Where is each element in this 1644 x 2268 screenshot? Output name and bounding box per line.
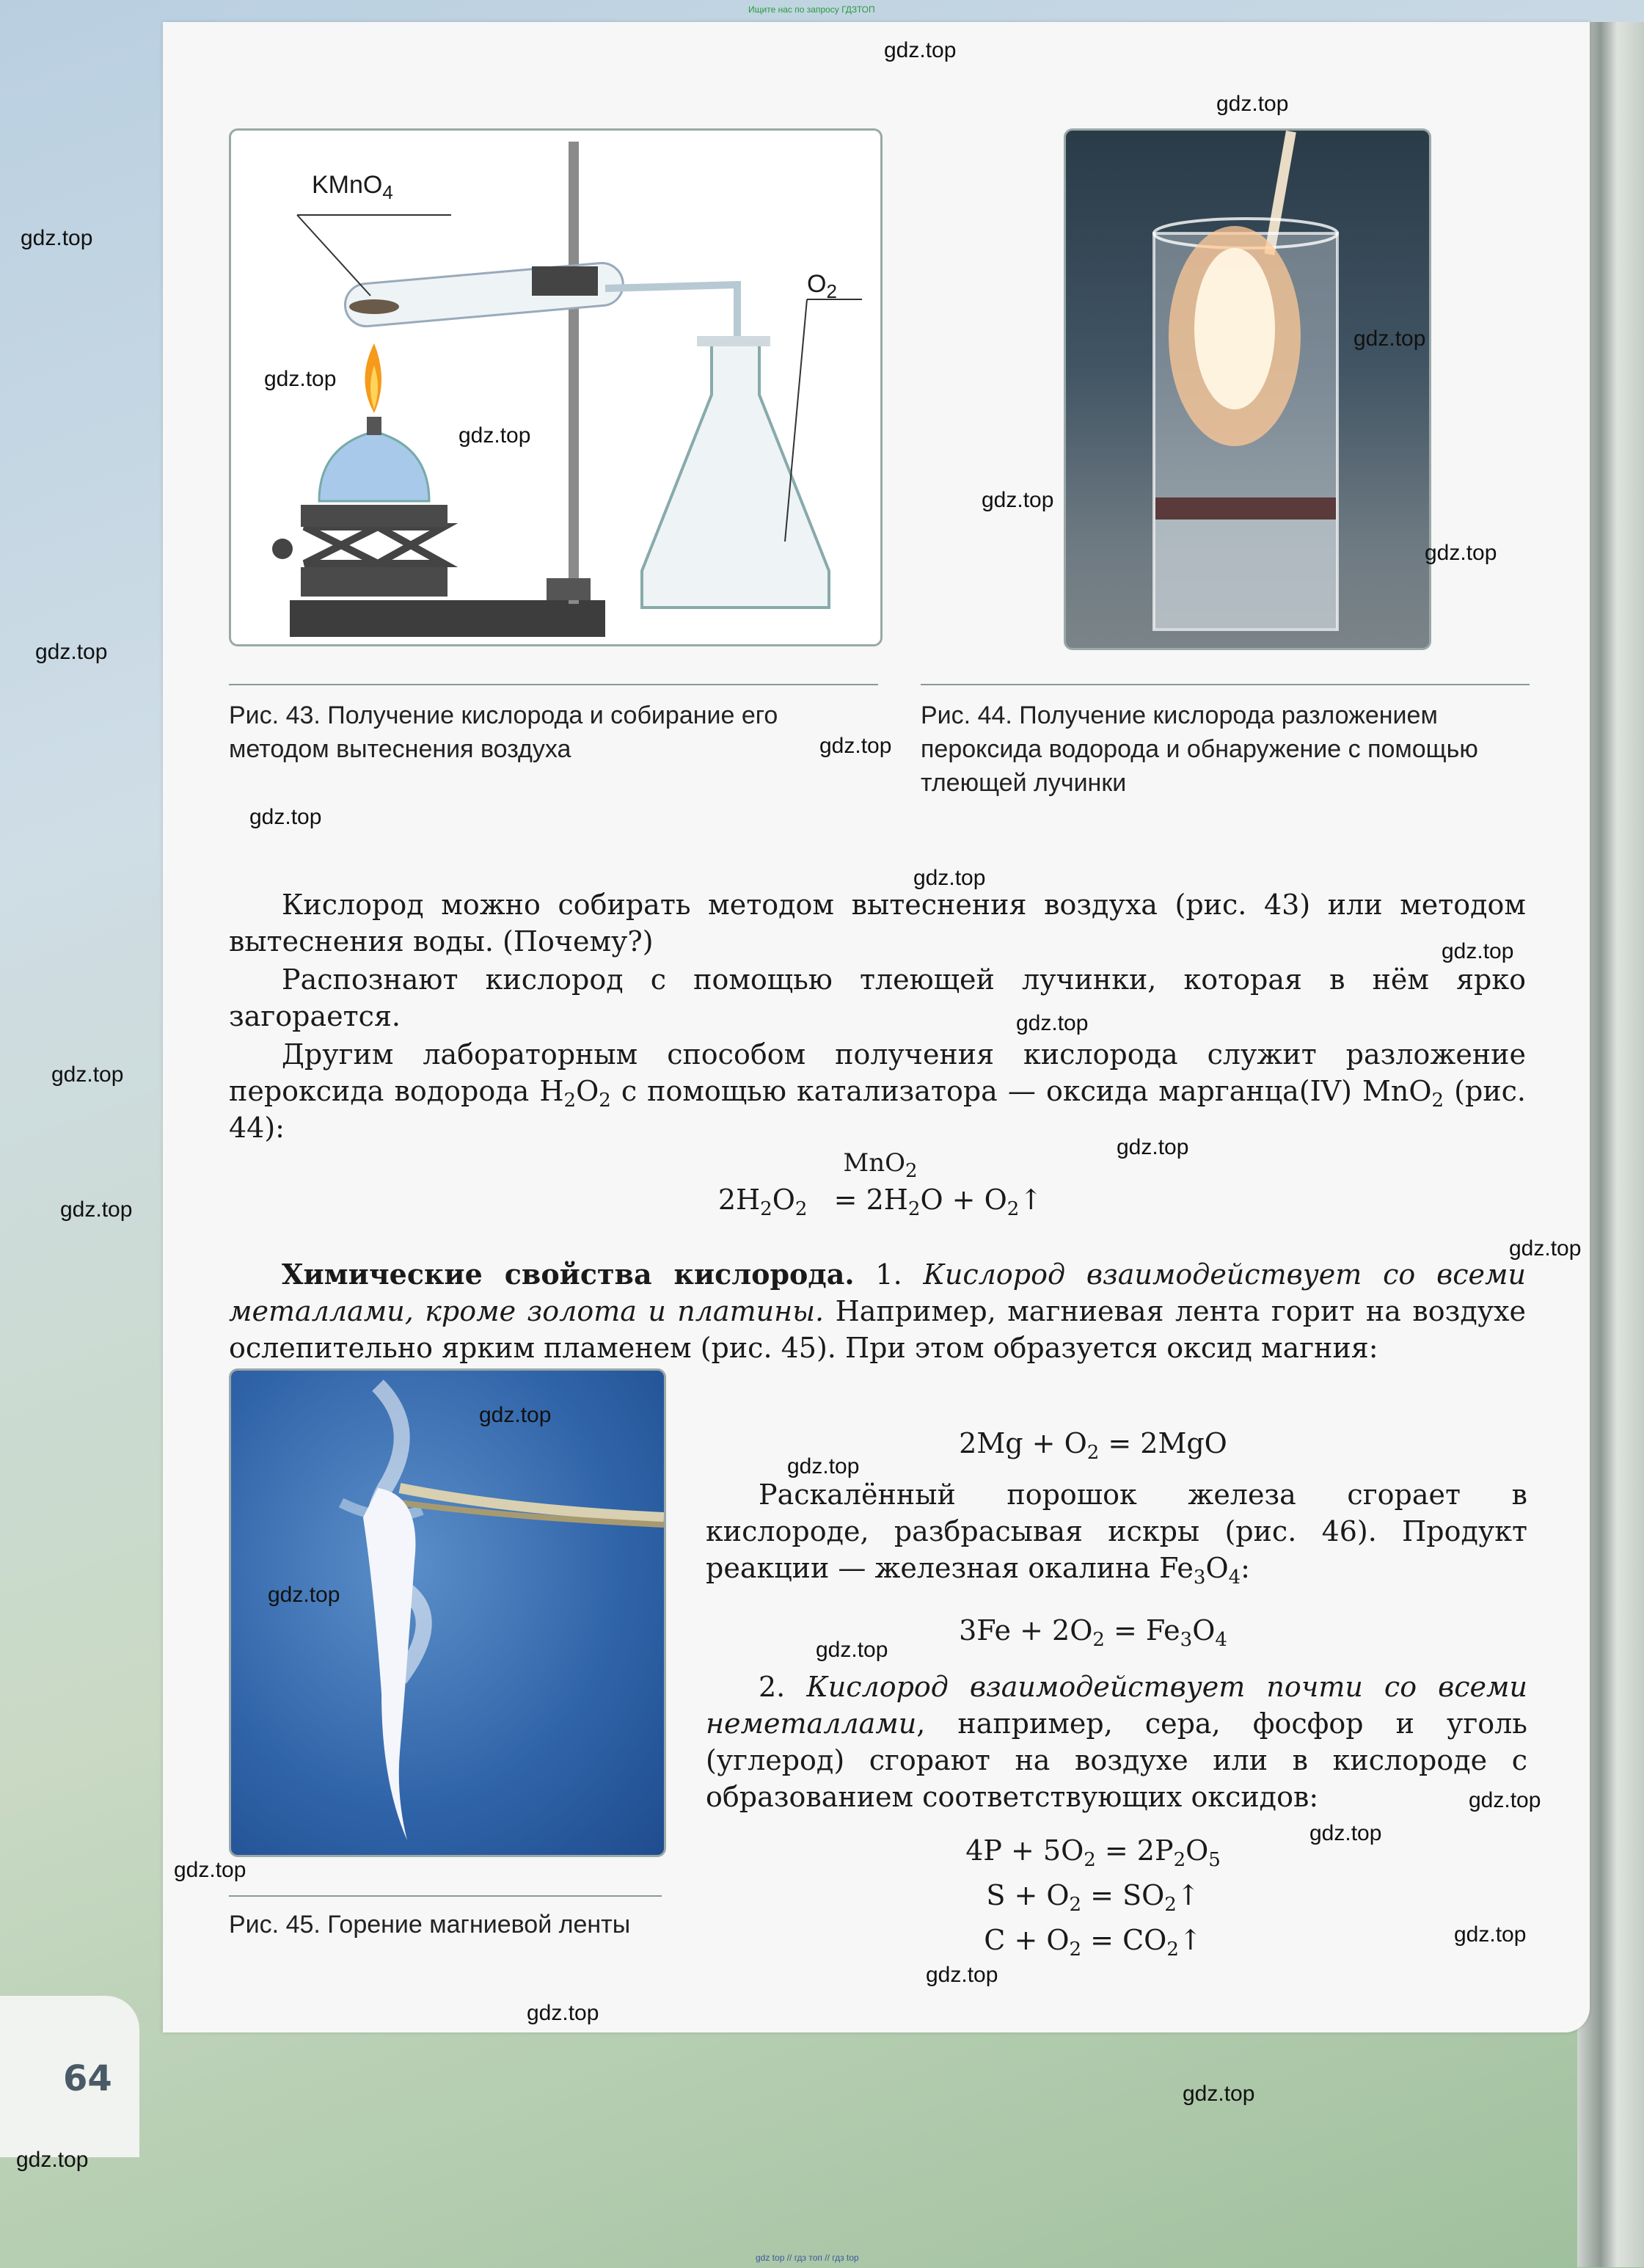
watermark-text: gdz.top — [926, 1963, 998, 1987]
watermark-text: gdz.top — [1216, 92, 1289, 116]
watermark-text: gdz.top — [1454, 1922, 1527, 1947]
watermark-text: gdz.top — [51, 1062, 124, 1087]
watermark-text: gdz.top — [1425, 541, 1497, 565]
watermark-text: gdz.top — [459, 423, 531, 448]
equation-sulfur: $S + O_2$ = $SO_2↑$ — [986, 1879, 1200, 1916]
figure-44 — [1064, 128, 1431, 650]
watermark-text: gdz.top — [1469, 1788, 1541, 1812]
watermark-text: gdz.top — [21, 226, 93, 250]
equation-iron: $3Fe + 2O_2 = Fe_3O_4$ — [959, 1614, 1227, 1651]
equation-phosphorus: $4P + 5O_2 = 2P_2O_5$ — [965, 1834, 1221, 1871]
equation-peroxide: $2H_2O_2$ = $2H_2O$ + $O_2↑$ — [717, 1184, 1043, 1220]
o2-label: $O_2$ — [807, 270, 837, 302]
watermark-text: gdz.top — [1509, 1236, 1582, 1261]
watermark-text: gdz.top — [264, 367, 337, 391]
caption-rule — [229, 684, 878, 685]
watermark-text: gdz.top — [1353, 327, 1426, 351]
catalyst-label: MnO$_2$ — [843, 1148, 918, 1182]
watermark-text: gdz.top — [479, 1403, 552, 1427]
paragraph-iron: Раскалённый порошок железа сгорает в кислороде, разбрасывая искры (рис. 46). Продукт реакции — железная окалина $Fe_3O_4$: — [706, 1478, 1527, 1589]
equation-carbon: $C + O_2$ = $CO_2↑$ — [984, 1924, 1202, 1961]
watermark-text: gdz.top — [982, 488, 1054, 512]
paragraph-peroxide: Другим лабораторным способом получения кислорода служит разложение пероксида водорода $H_2O_2$ с помощью катализатора — оксида марганца(IV) MnO$_2$ (рис. 44): — [229, 1038, 1527, 1144]
watermark-text: gdz.top — [816, 1638, 888, 1662]
kmno4-label: KMnO$_4$ — [312, 171, 393, 203]
paragraph-detection: Распознают кислород с помощью тлеющей лучинки, которая в нём ярко загорается. — [229, 963, 1526, 1032]
watermark-text: gdz.top — [1016, 1011, 1089, 1035]
watermark-text: gdz.top — [1309, 1821, 1382, 1845]
watermark-text: gdz.top — [16, 2148, 89, 2172]
caption-rule — [921, 684, 1530, 685]
top-note: Ищите нас по запросу ГДЗТОП — [748, 4, 875, 15]
watermark-text: gdz.top — [174, 1858, 246, 1882]
bottom-note: gdz top // гдз топ // гдз top — [756, 2253, 859, 2263]
watermark-text: gdz.top — [249, 805, 322, 829]
watermark-text: gdz.top — [787, 1454, 860, 1478]
magnesium-ribbon-photo — [231, 1371, 664, 1855]
watermark-text: gdz.top — [60, 1197, 133, 1222]
caption-rule — [229, 1895, 662, 1897]
watermark-text: gdz.top — [1442, 939, 1514, 963]
watermark-text: gdz.top — [1117, 1135, 1189, 1159]
figure-45 — [229, 1368, 666, 1857]
figure-45-caption: Рис. 45. Горение магниевой ленты — [229, 1911, 631, 1939]
watermark-text: gdz.top — [268, 1583, 340, 1607]
watermark-text: gdz.top — [35, 640, 108, 664]
watermark-text: gdz.top — [1183, 2082, 1255, 2106]
beaker-with-splint-photo — [1066, 131, 1429, 648]
watermark-text: gdz.top — [913, 866, 986, 890]
paragraph-nonmetals: 2. Кислород взаимодействует почти со всеми неметаллами, например, сера, фосфор и уголь (углерод) сгорают на воздухе или в кислороде с образованием соответствующих оксидов: — [706, 1671, 1528, 1813]
equation-magnesium: $2Mg + O_2 = 2MgO$ — [959, 1427, 1227, 1464]
watermark-text: gdz.top — [527, 2001, 599, 2025]
page-number: 64 — [63, 2058, 112, 2099]
figure-43-caption: Рис. 43. Получение кислорода и собирание его методом вытеснения воздуха — [229, 701, 778, 763]
paragraph-chem-properties: Химические свойства кислорода. 1. Кислород взаимодействует со всеми металлами, кроме золота и платины. Например, магниевая лента горит на воздухе ослепительно ярким пламенем (рис. 45). При этом образуется оксид магния: — [229, 1258, 1526, 1364]
watermark-text: gdz.top — [819, 734, 892, 758]
paragraph-collection: Кислород можно собирать методом вытеснения воздуха (рис. 43) или методом вытеснения воды. (Почему?) — [229, 889, 1526, 958]
watermark-text: gdz.top — [884, 38, 957, 62]
figure-44-caption: Рис. 44. Получение кислорода разложением пероксида водорода и обнаружение с помощью тлеющей лучинки — [921, 701, 1478, 797]
